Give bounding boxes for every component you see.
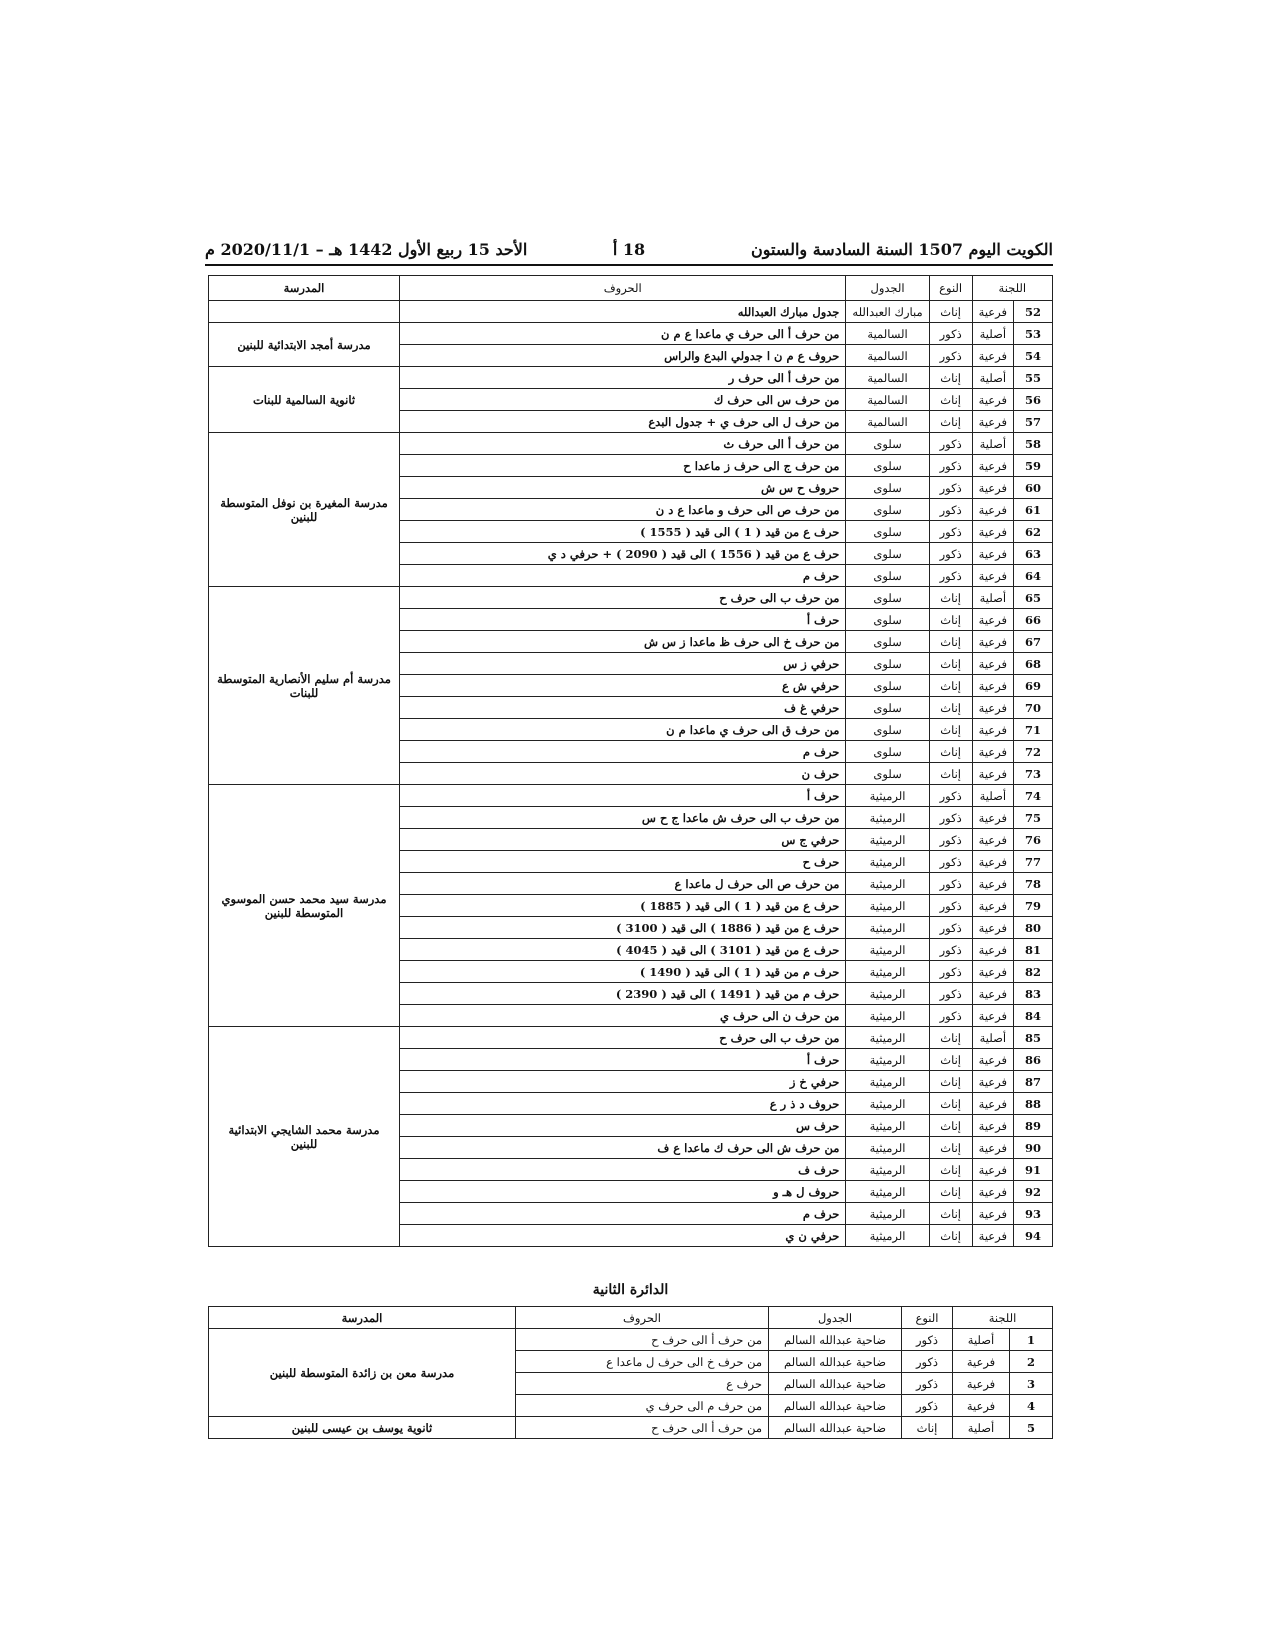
voter-type: إناث: [929, 1115, 972, 1137]
col-letters: الحروف: [516, 1307, 769, 1329]
committee-kind: فرعية: [972, 1005, 1013, 1027]
committee-number: 75: [1014, 807, 1053, 829]
committee-number: 52: [1014, 301, 1053, 323]
voter-type: ذكور: [929, 323, 972, 345]
committee-number: 62: [1014, 521, 1053, 543]
col-schedule: الجدول: [846, 276, 929, 301]
table-header-row: [209, 1307, 1053, 1329]
committee-kind: فرعية: [972, 675, 1013, 697]
committee-number: 77: [1014, 851, 1053, 873]
committee-number: 83: [1014, 983, 1053, 1005]
voter-type: إناث: [929, 719, 972, 741]
committee-kind: فرعية: [953, 1351, 1010, 1373]
letters-range: حرفي ن ي: [400, 1225, 846, 1247]
col-school: المدرسة: [209, 276, 400, 301]
letters-range: من حرف أ الى حرف ر: [400, 367, 846, 389]
letters-range: حروف ل هـ و: [400, 1181, 846, 1203]
committee-number: 76: [1014, 829, 1053, 851]
committee-kind: أصلية: [953, 1417, 1010, 1439]
col-schedule: الجدول: [769, 1307, 902, 1329]
committee-number: 91: [1014, 1159, 1053, 1181]
letters-range: حرف م: [400, 565, 846, 587]
committee-number: 78: [1014, 873, 1053, 895]
committee-kind: أصلية: [972, 323, 1013, 345]
schedule-name: الرميثية: [846, 807, 929, 829]
col-committee: اللجنة: [972, 276, 1052, 301]
committee-kind: فرعية: [972, 961, 1013, 983]
voter-type: ذكور: [929, 851, 972, 873]
voter-type: إناث: [929, 741, 972, 763]
committee-number: 72: [1014, 741, 1053, 763]
table-row: [209, 433, 1053, 455]
header-date: الأحد 15 ربيع الأول 1442 هـ – 2020/11/1 م: [205, 240, 528, 259]
voter-type: إناث: [929, 1071, 972, 1093]
committee-number: 63: [1014, 543, 1053, 565]
schedule-name: سلوى: [846, 631, 929, 653]
committee-number: 5: [1010, 1417, 1053, 1439]
schedule-name: سلوى: [846, 697, 929, 719]
letters-range: حرف م من قيد ( 1 ) الى قيد ( 1490 ): [400, 961, 846, 983]
table-header-row: [209, 276, 1053, 301]
committee-kind: فرعية: [953, 1395, 1010, 1417]
committee-kind: فرعية: [972, 1115, 1013, 1137]
schedule-name: سلوى: [846, 587, 929, 609]
letters-range: من حرف ج الى حرف ز ماعدا ح: [400, 455, 846, 477]
committee-kind: فرعية: [953, 1373, 1010, 1395]
letters-range: حرف س: [400, 1115, 846, 1137]
committee-kind: فرعية: [972, 1049, 1013, 1071]
voter-type: ذكور: [929, 895, 972, 917]
committee-kind: فرعية: [972, 697, 1013, 719]
committee-kind: فرعية: [972, 1137, 1013, 1159]
schedule-name: سلوى: [846, 455, 929, 477]
committee-number: 73: [1014, 763, 1053, 785]
letters-range: حرف ح: [400, 851, 846, 873]
letters-range: حرف أ: [400, 785, 846, 807]
letters-range: من حرف ن الى حرف ي: [400, 1005, 846, 1027]
voter-type: إناث: [929, 411, 972, 433]
letters-range: من حرف أ الى حرف ح: [516, 1329, 769, 1351]
committee-kind: فرعية: [972, 477, 1013, 499]
committee-kind: فرعية: [972, 917, 1013, 939]
schedule-name: الرميثية: [846, 873, 929, 895]
committee-number: 53: [1014, 323, 1053, 345]
committee-kind: أصلية: [972, 785, 1013, 807]
committee-kind: أصلية: [972, 433, 1013, 455]
voter-type: ذكور: [929, 829, 972, 851]
voter-type: إناث: [929, 1159, 972, 1181]
voter-type: إناث: [929, 631, 972, 653]
committee-kind: فرعية: [972, 807, 1013, 829]
committee-kind: فرعية: [972, 741, 1013, 763]
letters-range: حرف ع من قيد ( 3101 ) الى قيد ( 4045 ): [400, 939, 846, 961]
committee-number: 64: [1014, 565, 1053, 587]
voter-type: ذكور: [929, 433, 972, 455]
schedule-name: ضاحية عبدالله السالم: [769, 1373, 902, 1395]
voter-type: إناث: [929, 1049, 972, 1071]
second-district-table: [208, 1306, 1053, 1439]
letters-range: من حرف ق الى حرف ي ماعدا م ن: [400, 719, 846, 741]
schedule-name: الرميثية: [846, 785, 929, 807]
committee-number: 4: [1010, 1395, 1053, 1417]
table-row: [209, 785, 1053, 807]
voter-type: ذكور: [929, 917, 972, 939]
letters-range: حرف م: [400, 741, 846, 763]
committee-kind: فرعية: [972, 829, 1013, 851]
letters-range: حرفي ش ع: [400, 675, 846, 697]
schedule-name: الرميثية: [846, 1225, 929, 1247]
schedule-name: سلوى: [846, 565, 929, 587]
schedule-name: سلوى: [846, 675, 929, 697]
committee-kind: فرعية: [972, 1071, 1013, 1093]
letters-range: من حرف أ الى حرف ث: [400, 433, 846, 455]
committee-kind: أصلية: [972, 1027, 1013, 1049]
voter-type: ذكور: [929, 873, 972, 895]
committee-number: 68: [1014, 653, 1053, 675]
letters-range: من حرف ش الى حرف ك ماعدا ع ف: [400, 1137, 846, 1159]
schedule-name: السالمية: [846, 411, 929, 433]
committee-kind: فرعية: [972, 895, 1013, 917]
col-committee: اللجنة: [953, 1307, 1053, 1329]
voter-type: ذكور: [929, 499, 972, 521]
schedule-name: الرميثية: [846, 983, 929, 1005]
letters-range: من حرف ص الى حرف ل ماعدا ع: [400, 873, 846, 895]
voter-type: ذكور: [929, 961, 972, 983]
voter-type: ذكور: [929, 807, 972, 829]
committee-number: 86: [1014, 1049, 1053, 1071]
schedule-name: سلوى: [846, 741, 929, 763]
letters-range: حرف م: [400, 1203, 846, 1225]
voter-type: إناث: [929, 367, 972, 389]
schedule-name: الرميثية: [846, 1159, 929, 1181]
letters-range: حرف ع من قيد ( 1 ) الى قيد ( 1885 ): [400, 895, 846, 917]
col-type: النوع: [929, 276, 972, 301]
committee-number: 79: [1014, 895, 1053, 917]
letters-range: حرفي ز س: [400, 653, 846, 675]
committee-number: 59: [1014, 455, 1053, 477]
committee-kind: فرعية: [972, 521, 1013, 543]
committee-number: 71: [1014, 719, 1053, 741]
table-row: [209, 1417, 1053, 1439]
schedule-name: ضاحية عبدالله السالم: [769, 1417, 902, 1439]
committee-kind: فرعية: [972, 1181, 1013, 1203]
letters-range: من حرف ص الى حرف و ماعدا ع د ن: [400, 499, 846, 521]
committee-number: 94: [1014, 1225, 1053, 1247]
schedule-name: سلوى: [846, 719, 929, 741]
letters-range: من حرف ب الى حرف ش ماعدا ج ح س: [400, 807, 846, 829]
committee-kind: فرعية: [972, 983, 1013, 1005]
voter-type: إناث: [929, 1181, 972, 1203]
committee-kind: فرعية: [972, 653, 1013, 675]
schedule-name: ضاحية عبدالله السالم: [769, 1395, 902, 1417]
letters-range: من حرف خ الى حرف ظ ماعدا ز س ش: [400, 631, 846, 653]
committee-number: 66: [1014, 609, 1053, 631]
letters-range: من حرف ب الى حرف ح: [400, 1027, 846, 1049]
committee-number: 69: [1014, 675, 1053, 697]
voter-type: إناث: [929, 301, 972, 323]
schedule-name: ضاحية عبدالله السالم: [769, 1351, 902, 1373]
header-rule: [205, 264, 1053, 266]
committee-kind: فرعية: [972, 345, 1013, 367]
school-name: ثانوية السالمية للبنات: [209, 367, 400, 433]
section-title: الدائرة الثانية: [592, 1282, 669, 1298]
committee-kind: أصلية: [972, 587, 1013, 609]
header-issue: الكويت اليوم 1507 السنة السادسة والستون: [750, 240, 1053, 259]
letters-range: حرفي ج س: [400, 829, 846, 851]
letters-range: حرف ع من قيد ( 1 ) الى قيد ( 1555 ): [400, 521, 846, 543]
voter-type: إناث: [929, 1203, 972, 1225]
committee-number: 88: [1014, 1093, 1053, 1115]
col-letters: الحروف: [400, 276, 846, 301]
voter-type: إناث: [929, 763, 972, 785]
voter-type: ذكور: [902, 1373, 953, 1395]
schedule-name: السالمية: [846, 367, 929, 389]
schedule-name: سلوى: [846, 499, 929, 521]
letters-range: من حرف ل الى حرف ي + جدول البدع: [400, 411, 846, 433]
committee-number: 85: [1014, 1027, 1053, 1049]
voter-type: ذكور: [929, 345, 972, 367]
committee-kind: أصلية: [953, 1329, 1010, 1351]
voter-type: ذكور: [929, 565, 972, 587]
voter-type: إناث: [929, 697, 972, 719]
committee-number: 65: [1014, 587, 1053, 609]
letters-range: حروف د ذ ر ع: [400, 1093, 846, 1115]
schedule-name: سلوى: [846, 433, 929, 455]
table-row: [209, 323, 1053, 345]
committee-number: 1: [1010, 1329, 1053, 1351]
schedule-name: الرميثية: [846, 1181, 929, 1203]
voter-type: ذكور: [929, 455, 972, 477]
committee-kind: فرعية: [972, 301, 1013, 323]
school-name: [209, 301, 400, 323]
committee-number: 74: [1014, 785, 1053, 807]
voter-type: إناث: [929, 609, 972, 631]
schedule-name: الرميثية: [846, 851, 929, 873]
committee-kind: فرعية: [972, 719, 1013, 741]
voter-type: إناث: [929, 1137, 972, 1159]
committee-kind: فرعية: [972, 873, 1013, 895]
schedule-name: مبارك العبدالله: [846, 301, 929, 323]
school-name: مدرسة أمجد الابتدائية للبنين: [209, 323, 400, 367]
schedule-name: سلوى: [846, 763, 929, 785]
committee-kind: فرعية: [972, 631, 1013, 653]
voter-type: إناث: [929, 1225, 972, 1247]
committee-kind: فرعية: [972, 411, 1013, 433]
letters-range: من حرف أ الى حرف ي ماعدا ع م ن: [400, 323, 846, 345]
committee-kind: فرعية: [972, 1159, 1013, 1181]
schedule-name: سلوى: [846, 653, 929, 675]
letters-range: من حرف ب الى حرف ح: [400, 587, 846, 609]
table-row: [209, 367, 1053, 389]
voter-type: ذكور: [902, 1329, 953, 1351]
schedule-name: الرميثية: [846, 1071, 929, 1093]
committee-number: 90: [1014, 1137, 1053, 1159]
committee-kind: فرعية: [972, 543, 1013, 565]
letters-range: من حرف أ الى حرف ح: [516, 1417, 769, 1439]
committee-kind: فرعية: [972, 455, 1013, 477]
schedule-name: الرميثية: [846, 1049, 929, 1071]
school-name: مدرسة محمد الشايجي الابتدائية للبنين: [209, 1027, 400, 1247]
voter-type: إناث: [902, 1417, 953, 1439]
voter-type: ذكور: [929, 1005, 972, 1027]
letters-range: حرف أ: [400, 1049, 846, 1071]
committee-number: 57: [1014, 411, 1053, 433]
header-page-number: 18 أ: [612, 240, 646, 259]
voter-type: إناث: [929, 587, 972, 609]
letters-range: حرف م من قيد ( 1491 ) الى قيد ( 2390 ): [400, 983, 846, 1005]
voter-type: إناث: [929, 653, 972, 675]
letters-range: حرف ع من قيد ( 1886 ) الى قيد ( 3100 ): [400, 917, 846, 939]
school-name: مدرسة معن بن زائدة المتوسطة للبنين: [209, 1329, 516, 1417]
committee-kind: فرعية: [972, 565, 1013, 587]
schedule-name: السالمية: [846, 323, 929, 345]
schedule-name: الرميثية: [846, 961, 929, 983]
letters-range: من حرف س الى حرف ك: [400, 389, 846, 411]
committee-number: 82: [1014, 961, 1053, 983]
committee-kind: فرعية: [972, 851, 1013, 873]
schedule-name: الرميثية: [846, 1115, 929, 1137]
schedule-name: الرميثية: [846, 1027, 929, 1049]
committee-number: 93: [1014, 1203, 1053, 1225]
committee-number: 84: [1014, 1005, 1053, 1027]
committee-kind: فرعية: [972, 939, 1013, 961]
schedule-name: السالمية: [846, 345, 929, 367]
committee-number: 67: [1014, 631, 1053, 653]
schedule-name: سلوى: [846, 477, 929, 499]
committee-kind: فرعية: [972, 1093, 1013, 1115]
voter-type: ذكور: [929, 785, 972, 807]
table-row: [209, 587, 1053, 609]
schedule-name: ضاحية عبدالله السالم: [769, 1329, 902, 1351]
schedule-name: الرميثية: [846, 1093, 929, 1115]
committee-number: 89: [1014, 1115, 1053, 1137]
committee-number: 81: [1014, 939, 1053, 961]
voter-type: ذكور: [929, 983, 972, 1005]
letters-range: حرف أ: [400, 609, 846, 631]
letters-range: حروف ع م ن ا جدولي البدع والراس: [400, 345, 846, 367]
schedule-name: الرميثية: [846, 895, 929, 917]
school-name: مدرسة أم سليم الأنصارية المتوسطة للبنات: [209, 587, 400, 785]
letters-range: حرفي خ ز: [400, 1071, 846, 1093]
voter-type: ذكور: [929, 521, 972, 543]
voter-type: ذكور: [929, 477, 972, 499]
table-row: [209, 301, 1053, 323]
committee-number: 87: [1014, 1071, 1053, 1093]
committee-number: 80: [1014, 917, 1053, 939]
school-name: ثانوية يوسف بن عيسى للبنين: [209, 1417, 516, 1439]
committee-number: 54: [1014, 345, 1053, 367]
letters-range: حرفي غ ف: [400, 697, 846, 719]
letters-range: حروف ح س ش: [400, 477, 846, 499]
schedule-name: سلوى: [846, 543, 929, 565]
table-row: [209, 1329, 1053, 1351]
schedule-name: سلوى: [846, 521, 929, 543]
letters-range: من حرف م الى حرف ي: [516, 1395, 769, 1417]
school-name: مدرسة سيد محمد حسن الموسوي المتوسطة للبنين: [209, 785, 400, 1027]
committee-number: 56: [1014, 389, 1053, 411]
schedule-name: الرميثية: [846, 829, 929, 851]
voter-type: إناث: [929, 1027, 972, 1049]
committee-number: 55: [1014, 367, 1053, 389]
voter-type: ذكور: [902, 1351, 953, 1373]
schedule-name: الرميثية: [846, 917, 929, 939]
committee-kind: فرعية: [972, 499, 1013, 521]
col-school: المدرسة: [209, 1307, 516, 1329]
voter-type: إناث: [929, 1093, 972, 1115]
committee-number: 92: [1014, 1181, 1053, 1203]
committee-number: 3: [1010, 1373, 1053, 1395]
committee-number: 61: [1014, 499, 1053, 521]
committee-kind: فرعية: [972, 1225, 1013, 1247]
schedule-name: الرميثية: [846, 1203, 929, 1225]
committee-kind: فرعية: [972, 389, 1013, 411]
schedule-name: الرميثية: [846, 1137, 929, 1159]
committee-kind: فرعية: [972, 609, 1013, 631]
voter-type: ذكور: [902, 1395, 953, 1417]
committee-number: 2: [1010, 1351, 1053, 1373]
committee-kind: فرعية: [972, 763, 1013, 785]
committee-kind: فرعية: [972, 1203, 1013, 1225]
committee-number: 60: [1014, 477, 1053, 499]
committee-kind: أصلية: [972, 367, 1013, 389]
committee-number: 70: [1014, 697, 1053, 719]
col-type: النوع: [902, 1307, 953, 1329]
schedule-name: سلوى: [846, 609, 929, 631]
letters-range: حرف ف: [400, 1159, 846, 1181]
letters-range: حرف ن: [400, 763, 846, 785]
letters-range: حرف ع: [516, 1373, 769, 1395]
table-row: [209, 1027, 1053, 1049]
schedule-name: الرميثية: [846, 1005, 929, 1027]
voter-type: إناث: [929, 389, 972, 411]
schedule-name: السالمية: [846, 389, 929, 411]
school-name: مدرسة المغيرة بن نوفل المتوسطة للبنين: [209, 433, 400, 587]
schedule-name: الرميثية: [846, 939, 929, 961]
voter-type: ذكور: [929, 939, 972, 961]
voter-type: إناث: [929, 675, 972, 697]
voter-type: ذكور: [929, 543, 972, 565]
letters-range: من حرف خ الى حرف ل ماعدا ع: [516, 1351, 769, 1373]
committee-number: 58: [1014, 433, 1053, 455]
letters-range: جدول مبارك العبدالله: [400, 301, 846, 323]
letters-range: حرف ع من قيد ( 1556 ) الى قيد ( 2090 ) + حرفي د ي: [400, 543, 846, 565]
committees-table: [208, 275, 1053, 1247]
